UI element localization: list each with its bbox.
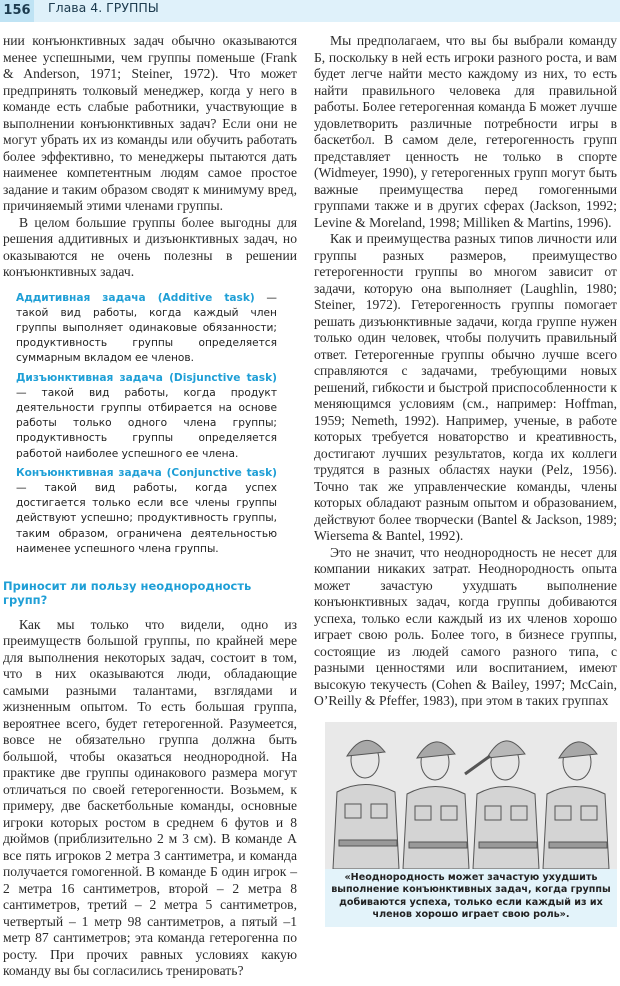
definition-additive bbox=[16, 291, 277, 367]
figure-caption: «Неоднородность может зачастую ухудшить выполнение конъюнктивных задач, когда группы добиваются успеха, только если каждый из их членов хорошо играет свою роль». bbox=[325, 869, 617, 927]
soldier-1 bbox=[333, 740, 399, 869]
definition-disjunctive bbox=[16, 371, 277, 462]
cartoon-figure bbox=[325, 722, 617, 927]
soldiers-illustration bbox=[325, 722, 617, 869]
running-header bbox=[0, 0, 620, 22]
left-column bbox=[3, 33, 297, 980]
section-heading: Приносит ли пользу неоднородность групп? bbox=[3, 578, 252, 607]
definition-text: — такой вид работы, когда успех достигается только если все члены группы действуют успешно; продуктивность группы, таким образом, ограничена деятельностью наименее успешного члена группы. bbox=[16, 481, 277, 555]
paragraph: Это не значит, что неоднородность не несет для компании никаких затрат. Неоднородность опыта может зачастую ухудшать выполнение конъюнктивных задач, когда группы добиваются успеха, только если каждый из их членов хорошо играет свою роль. Более того, в бизнесе группы, состоящие из людей самого разного типа, с разными ценностями или воспитанием, имеют высокую текучесть (Cohen & Bailey, 1997; McCain, O’Reilly & Pfeffer, 1983), при этом в таких группах bbox=[314, 544, 617, 708]
chapter-title: Глава 4. ГРУППЫ bbox=[48, 0, 159, 15]
glossary-definitions bbox=[16, 291, 277, 557]
definition-term: Конъюнктивная задача (Conjunctive task) bbox=[16, 466, 277, 479]
definition-term: Дизъюнктивная задача (Disjunctive task) bbox=[16, 371, 277, 384]
definition-term: Аддитивная задача (Additive task) bbox=[16, 291, 255, 304]
right-column bbox=[314, 33, 617, 927]
soldier-4 bbox=[543, 741, 609, 868]
paragraph: Как мы только что видели, одно из преимуществ большой группы, по крайней мере для выполнения некоторых задач, состоит в том, что в них оказываются люди, обладающие самыми разными талантами, взглядами и жизненным опытом. То есть большая группа, вероятнее всего, будет гетерогенной. Разумеется, вовсе не обязательно группа должна быть большой, чтобы оказаться неоднородной. На практике две группы одинакового размера могут отличаться по своей гетерогенности. Возьмем, к примеру, две баскетбольные команды, основные игроки которых ростом в среднем 6 футов и 8 дюймов (приблизительно 2 м 3 см). В команде А все пять игроков 2 метра 3 сантиметра, и команда получается гомогенной. В команде Б один игрок – 2 метра 16 сантиметров, второй – 2 метра 8 сантиметров, третий – 2 метра 5 сантиметров, четвертый – 1 метр 98 сантиметров, а пятый –1 метр 87 сантиметров; эта команда гетерогенна по росту. При прочих равных условиях какую команду вы бы согласились тренировать? bbox=[3, 616, 297, 979]
page-body bbox=[0, 22, 620, 986]
paragraph: нии конъюнктивных задач обычно оказываются менее успешными, чем группы поменьше (Frank & Anderson, 1971; Steiner, 1972). Что может предпринять толковый менеджер, когда у него в команде есть слабые работники, участвующие в выполнении конъюнктивных задач? Если они не могут убрать их из команды или обучить работать более эффективно, то менеджеры пытаются дать наименее компетентным людям самое простое задание и таким образом сводят к минимуму вред, причиняемый этими членами группы. bbox=[3, 33, 297, 213]
paragraph: Мы предполагаем, что вы бы выбрали команду Б, поскольку в ней есть игроки разного роста, и вам будет легче найти место каждому из них, то есть найти правильного человека для правильной работы. Более гетерогенная команда Б может лучше удовлетворить различные потребности игры в баскетбол. В самом деле, гетерогенность групп представляет ценность не только в спорте (Widmeyer, 1990), у гетерогенных групп могут быть важные преимущества перед гомогенными группами также и в других сферах (Jackson, 1992; Levine & Moreland, 1998; Milliken & Martins, 1996). bbox=[314, 33, 617, 230]
definition-conjunctive bbox=[16, 466, 277, 557]
paragraph: В целом большие группы более выгодны для решения аддитивных и дизъюнктивных задач, но оказываются не очень полезны в решении конъюнктивных задач. bbox=[3, 214, 297, 279]
soldier-2 bbox=[403, 741, 469, 868]
soldier-3 bbox=[465, 740, 539, 868]
definition-text: — такой вид работы, когда каждый член группы выполняет одинаковые обязанности; продуктивность группы определяется суммарным вкладом ее членов. bbox=[16, 291, 278, 365]
definition-text: — такой вид работы, когда продукт деятельности группы отбирается на основе работы только одного члена группы; продуктивность группы определяется работой наиболее успешного ее члена. bbox=[16, 386, 277, 460]
page-number: 156 bbox=[0, 0, 34, 22]
paragraph: Как и преимущества разных типов личности или группы разных размеров, преимущество гетерогенности группы во многом зависит от задачи, которую она выполняет (Laughlin, 1980; Steiner, 1972). Гетерогенность группы помогает решать дизъюнктивные задачи, когда группе нужен только один человек, чтобы получить правильный ответ. Гетерогенные группы обычно лучше всего справляются с задачами, требующими новых решений, гибкости и быстрой приспособленности к меняющимся условиям (см., например: Hoffman, 1959; Nemeth, 1992). Например, ученые, в работе которых требуется новаторство и креативность, достигают лучших результатов, когда их коллеги трудятся в разных областях науки (Pelz, 1956). Точно так же управленческие команды, члены которых обладают разным опытом и образованием, действуют более творчески (Bantel & Jackson, 1989; Wiersema & Bantel, 1992). bbox=[314, 231, 617, 543]
